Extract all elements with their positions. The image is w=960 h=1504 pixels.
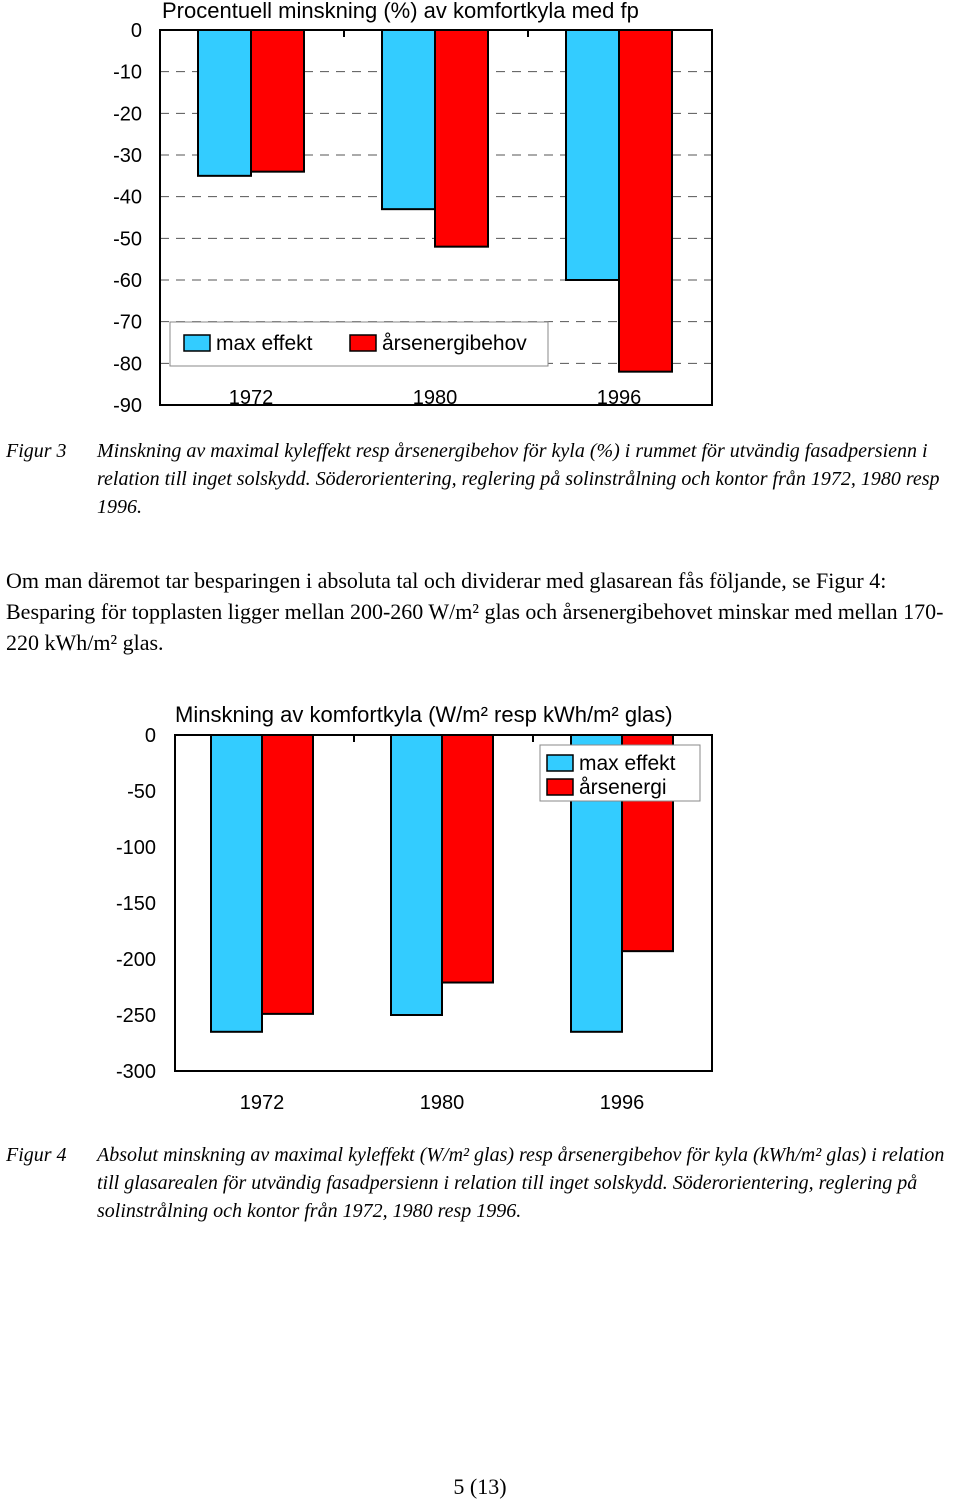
- bar-max-effekt: [211, 735, 262, 1032]
- legend-label: max effekt: [216, 332, 313, 355]
- bar-max-effekt: [391, 735, 442, 1015]
- y-tick-label: -60: [113, 270, 142, 292]
- figure-4-caption: [6, 1141, 956, 1257]
- chart-title: Procentuell minskning (%) av komfortkyla med fp: [162, 0, 639, 23]
- x-tick-label: 1996: [599, 1092, 645, 1114]
- bar-arsenergi: [435, 30, 488, 247]
- figure-3-caption: [6, 437, 956, 527]
- y-tick-label: -50: [113, 228, 142, 251]
- bar-max-effekt: [566, 30, 619, 280]
- y-tick-label: -20: [113, 103, 142, 126]
- x-tick-label: 1996: [596, 387, 642, 409]
- chart-title: Minskning av komfortkyla (W/m² resp kWh/m² glas): [175, 702, 673, 727]
- y-tick-label: -70: [113, 311, 142, 334]
- x-tick-label: 1980: [419, 1092, 465, 1114]
- bar-arsenergi: [262, 735, 313, 1014]
- legend-swatch: [547, 755, 573, 771]
- bar-arsenergi: [442, 735, 493, 983]
- y-tick-label: -90: [113, 395, 142, 417]
- x-tick-label: 1972: [228, 387, 274, 409]
- y-tick-label: -50: [127, 781, 156, 803]
- legend-swatch: [184, 335, 210, 351]
- figure-3-text: Minskning av maximal kyleffekt resp årsenergibehov för kyla (%) i rummet för utvändig fasadpersienn i relation till inget solskydd. Söderorientering, reglering på solinstrålning och kontor från 1972, 1980 resp 1996.: [97, 440, 940, 518]
- bar-max-effekt: [198, 30, 251, 176]
- legend-label: årsenergi: [579, 776, 667, 799]
- figure-3-label: Figur 3: [6, 440, 67, 462]
- y-tick-label: 0: [144, 725, 156, 747]
- chart-absolute-reduction: [0, 695, 960, 1125]
- x-tick-label: 1980: [412, 387, 458, 409]
- y-tick-label: -300: [115, 1061, 156, 1083]
- y-tick-label: -250: [115, 1005, 156, 1027]
- legend-label: max effekt: [579, 752, 676, 775]
- figure-4-text: Absolut minskning av maximal kyleffekt (W/m² glas) resp årsenergibehov för kyla (kWh/m² glas) i relation till glasarealen för utvändig fasadpersienn i relation till inget solskydd. Söderorientering, reglering på solinstrålning och kontor från 1972, 1980 resp 1996.: [97, 1144, 945, 1222]
- bar-arsenergi: [619, 30, 672, 372]
- y-tick-label: -40: [113, 186, 142, 209]
- bar-arsenergi: [251, 30, 304, 172]
- y-tick-label: -100: [115, 837, 156, 859]
- bar-max-effekt: [382, 30, 435, 209]
- legend-label: årsenergibehov: [382, 332, 527, 355]
- y-tick-label: -150: [115, 893, 156, 915]
- figure-4-label: Figur 4: [6, 1144, 67, 1166]
- legend-swatch: [350, 335, 376, 351]
- x-tick-label: 1972: [239, 1092, 285, 1114]
- body-paragraph: Om man däremot tar besparingen i absoluta tal och dividerar med glasarean fås följande, se Figur 4: Besparing för topplasten ligger mellan 200-260 W/m² glas och årsenergibehovet minskar med mellan 170-220 kWh/m² glas.: [6, 568, 944, 655]
- y-tick-label: -200: [115, 949, 156, 971]
- page-number: 5 (13): [453, 1474, 507, 1499]
- y-tick-label: -10: [113, 61, 142, 84]
- chart-percent-reduction: [0, 0, 960, 420]
- y-tick-label: -30: [113, 145, 142, 167]
- y-tick-label: 0: [130, 20, 142, 42]
- y-tick-label: -80: [113, 353, 142, 376]
- legend-swatch: [547, 779, 573, 795]
